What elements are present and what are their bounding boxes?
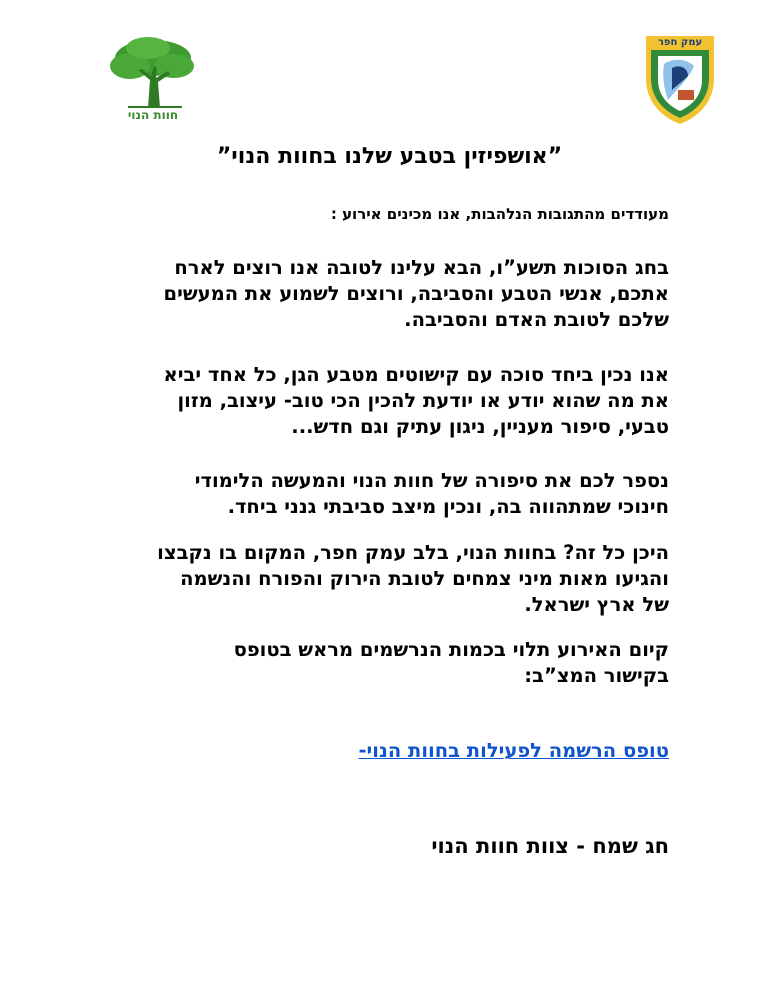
- paragraph-line: חינוכי שמתהווה בה, ונכין מיצב סביבתי גנני ביחד.: [227, 495, 669, 518]
- paragraph-line: קיום האירוע תלוי בכמות הנרשמים מראש בטופס: [233, 638, 669, 661]
- paragraph-line: אתכם, אנשי הטבע והסביבה, ורוצים לשמוע את המעשים: [163, 282, 669, 305]
- subtitle: מעודדים מהתגובות הנלהבות, אנו מכינים אירוע :: [330, 205, 669, 223]
- paragraph-registration: [100, 637, 669, 689]
- tree-icon: [108, 36, 198, 108]
- paragraph-line: שלכם לטובת האדם והסביבה.: [404, 308, 669, 331]
- council-emblem-caption: עמק חפר: [657, 37, 703, 48]
- paragraph-invitation: [100, 255, 669, 333]
- farm-logo-caption: חוות הנוי: [127, 108, 179, 122]
- farm-logo: [108, 36, 198, 128]
- registration-form-link[interactable]: טופס הרשמה לפעילות בחוות הנוי-: [358, 739, 669, 762]
- page-title: ”אושפיזין בטבע שלנו בחוות הנוי”: [216, 144, 563, 169]
- paragraph-line: אנו נכין ביחד סוכה עם קישוטים מטבע הגן, כל אחד יביא: [163, 363, 669, 386]
- paragraph-sukkah: [100, 362, 669, 440]
- paragraph-location: [100, 540, 669, 618]
- paragraph-story: [100, 468, 669, 520]
- closing-signature: חג שמח - צוות חוות הנוי: [431, 834, 669, 858]
- paragraph-line: בקישור המצ”ב:: [524, 664, 669, 687]
- paragraph-line: טבעי, סיפור מעניין, ניגון עתיק וגם חדש...: [291, 415, 669, 438]
- paragraph-line: את מה שהוא יודע או יודעת להכין הכי טוב- עיצוב, מזון: [177, 389, 669, 412]
- council-emblem: [638, 34, 722, 126]
- paragraph-line: והגיעו מאות מיני צמחים לטובת הירוק והפורח והנשמה: [180, 567, 669, 590]
- paragraph-line: בחג הסוכות תשע”ו, הבא עלינו לטובה אנו רוצים לארח: [174, 256, 669, 279]
- paragraph-line: נספר לכם את סיפורה של חוות הנוי והמעשה הלימודי: [194, 469, 669, 492]
- paragraph-line: היכן כל זה? בחוות הנוי, בלב עמק חפר, המקום בו נקבצו: [157, 541, 669, 564]
- paragraph-line: של ארץ ישראל.: [524, 593, 669, 616]
